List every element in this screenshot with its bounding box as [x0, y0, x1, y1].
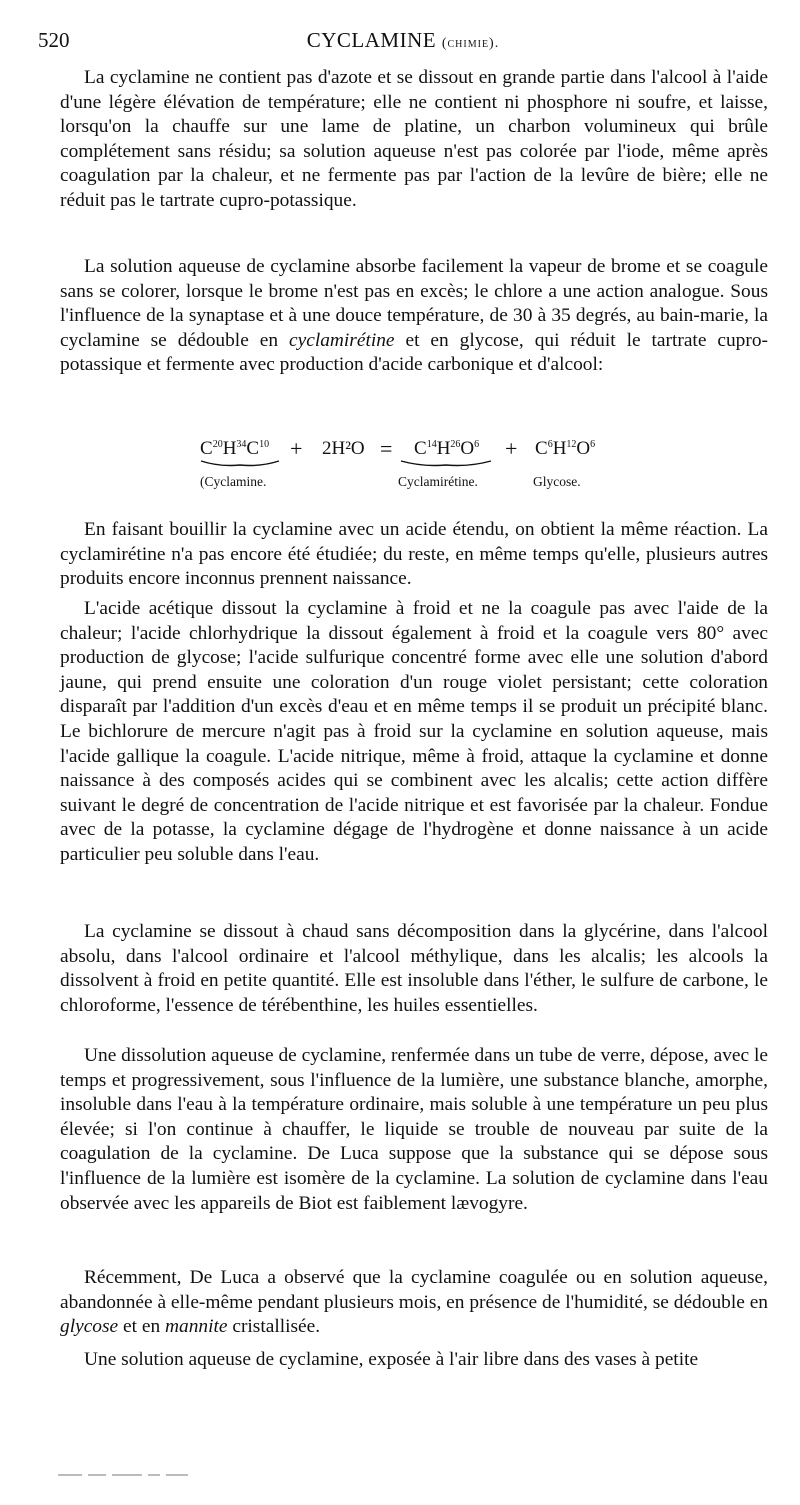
paragraph-text: Une solution aqueuse de cyclamine, exposée à l'air libre dans des vases à petite	[84, 1349, 699, 1370]
paragraph-text: L'acide acétique dissout la cyclamine à froid et ne la coagule pas avec l'aide de la chaleur; l'acide chlorhydrique la dissout également à froid et la coagule vers 80° avec production de glycose; l'acide sulfurique concentré forme avec elle une solution d'abord jaune, qui prend ensuite une coloration d'un rouge violet persistant; cette coloration disparaît par l'addition d'un excès d'eau et en même temps il se produit un précipité blanc. Le bichlorure de mercure n'agit pas à froid sur la cyclamine en solution aqueuse, mais l'acide gallique la coagule. L'acide nitrique, même à froid, attaque la cyclamine et donne naissance à des composés acides qui se combinent avec les alcalis; cette action diffère suivant le degré de concentration de l'acide nitrique et est favorisée par la chaleur. Fondue avec de la potasse, la cyclamine dégage de l'hydrogène et donne naissance à un acide particulier peu soluble dans l'eau.	[60, 598, 768, 865]
brace-icon	[200, 460, 280, 468]
paragraph-text-start: Récemment, De Luca a observé que la cyclamine coagulée ou en solution aqueuse, abandonnée à elle-même pendant plusieurs mois, en présence de l'humidité, se dédouble en	[60, 1267, 768, 1313]
page-header	[38, 28, 768, 58]
paragraph-text-end: et en glycose, qui réduit le tartrate cupro-potassique et fermente avec production d'acide carbonique et d'alcool:	[60, 329, 768, 376]
plus-sign: +	[290, 436, 303, 461]
emphasis-term: glycose	[60, 1316, 119, 1338]
emphasis-term: cyclamirétine	[289, 329, 395, 351]
running-title-subtitle: (chimie).	[441, 36, 500, 51]
paragraph-text: La cyclamine se dissout à chaud sans décomposition dans la glycérine, dans l'alcool absolu, dans l'alcool ordinaire et l'alcool méthylique, dans les alcalis; les alcools la dissolvent à froid en petite quantité. Elle est insoluble dans l'éther, le sulfure de carbone, le chloroforme, l'essence de térébenthine, les huiles essentielles.	[60, 921, 768, 1016]
paragraph-text-mid: et en	[118, 1316, 165, 1338]
equation-term-glycose: $C^6H^{12}O^6$	[535, 438, 596, 459]
equation-term-cyclamine: $C^{20}H^{34}C^{10}$	[200, 438, 270, 459]
brace-icon	[400, 460, 492, 468]
paragraph-1	[60, 66, 768, 214]
paragraph-4	[60, 597, 768, 868]
equation-term-water: 2H²O	[322, 438, 365, 459]
paragraph-8	[60, 1348, 768, 1373]
paragraph-text: La cyclamine ne contient pas d'azote et se dissout en grande partie dans l'alcool à l'aide d'une légère élévation de température; elle ne contient ni phosphore ni soufre, et laisse, lorsqu'on la chauffe sur une lame de platine, un charbon volumineux qui brûle complétement sans résidu; sa solution aqueuse n'est pas colorée par l'iode, même après coagulation par la chaleur, et ne fermente pas par l'action de la levûre de bière; elle ne réduit pas le tartrate cupro-potassique.	[60, 67, 768, 211]
equals-sign: =	[380, 436, 393, 461]
paragraph-text-end: cristallisée.	[227, 1316, 321, 1338]
paragraph-3	[60, 518, 768, 592]
paragraph-7	[60, 1266, 768, 1340]
paragraph-5	[60, 920, 768, 1018]
paragraph-text	[60, 1266, 768, 1340]
paragraph-text: En faisant bouillir la cyclamine avec un acide étendu, on obtient la même réaction. La cyclamirétine n'a pas encore été étudiée; du reste, en même temps qu'elle, plusieurs autres produits encore inconnus prennent naissance.	[60, 519, 768, 590]
equation-term-cyclamiretine: $C^{14}H^{26}O^6$	[414, 438, 480, 459]
emphasis-term: mannite	[165, 1316, 228, 1338]
paragraph-2	[60, 255, 768, 378]
paragraph-6	[60, 1044, 768, 1216]
paragraph-text: Une dissolution aqueuse de cyclamine, renfermée dans un tube de verre, dépose, avec le temps et progressivement, sous l'influence de la lumière, une substance blanche, amorphe, insoluble dans l'eau à la température ordinaire, mais soluble à une température un peu plus élevée; si l'on continue à chauffer, le liquide se trouble de nouveau par suite de la coagulation de la cyclamine. De Luca suppose que la substance qui se dépose sous l'influence de la lumière est isomère de la cyclamine. La solution de cyclamine dans l'eau observée avec les appareils de Biot est faiblement lævogyre.	[60, 1045, 768, 1214]
page-number: 520	[38, 28, 70, 52]
equation-label-cyclamine: (Cyclamine.	[200, 474, 267, 489]
plus-sign: +	[505, 436, 518, 461]
equation-label-glycose: Glycose.	[533, 474, 581, 489]
running-title-main: CYCLAMINE	[306, 28, 437, 52]
paragraph-text-start: La solution aqueuse de cyclamine absorbe facilement la vapeur de brome et se coagule sans se colorer, lorsque le brome n'est pas en excès; le chlore a une action analogue. Sous l'influence de la synaptase et à une douce température, de 30 à 35 degrés, au bain-marie, la cyclamine se dédouble en	[60, 256, 768, 351]
chemical-equation	[0, 434, 800, 500]
print-smudge-marks	[58, 1466, 228, 1470]
equation-label-cyclamiretine: Cyclamirétine.	[398, 474, 478, 489]
paragraph-text	[60, 255, 768, 378]
running-title	[38, 28, 768, 53]
